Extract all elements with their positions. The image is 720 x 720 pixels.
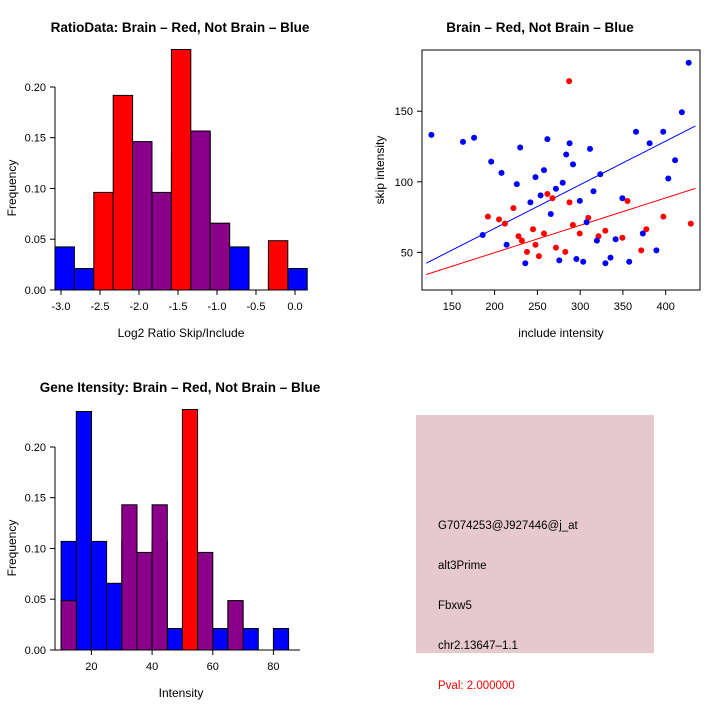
- scatter-svg: [360, 0, 720, 360]
- panel-intensity-histogram-title: Gene Itensity: Brain – Red, Not Brain – Blue: [39, 380, 321, 395]
- svg-text:40: 40: [145, 661, 159, 673]
- svg-text:60: 60: [206, 661, 219, 673]
- intensity-histogram-xlabel: Intensity: [158, 686, 204, 700]
- scatter-ylabel: skip intensity: [373, 135, 387, 205]
- ratio-histogram-ytick-labels: [25, 82, 46, 297]
- intensity-histogram-bars: [61, 410, 289, 651]
- svg-text:0.15: 0.15: [24, 132, 46, 145]
- svg-text:-0.5: -0.5: [246, 301, 266, 313]
- intensity-histogram-ylabel: Frequency: [5, 519, 19, 577]
- scatter-ytick-labels: [395, 106, 413, 259]
- svg-text:200: 200: [485, 301, 504, 313]
- scatter-xtick-labels: [443, 301, 675, 313]
- svg-text:350: 350: [613, 301, 633, 313]
- svg-text:0.00: 0.00: [24, 285, 46, 297]
- svg-text:0.10: 0.10: [24, 183, 46, 196]
- intensity-histogram-xtick-labels: [85, 661, 279, 673]
- info-box: [416, 415, 654, 692]
- svg-text:80: 80: [267, 661, 280, 673]
- panel-scatter-title: Brain – Red, Not Brain – Blue: [446, 20, 634, 35]
- ratio-histogram-xlabel: Log2 Ratio Skip/Include: [117, 326, 245, 340]
- info-probe-id: G7074253@J927446@j_at: [438, 520, 578, 532]
- svg-text:0.0: 0.0: [287, 301, 303, 313]
- info-gene: Fbxw5: [438, 600, 472, 612]
- svg-text:100: 100: [394, 176, 413, 189]
- svg-text:300: 300: [571, 301, 590, 313]
- svg-text:0.05: 0.05: [24, 234, 46, 247]
- scatter-xlabel: include intensity: [518, 326, 604, 340]
- info-locus: chr2.13647–1.1: [438, 640, 518, 652]
- svg-text:0.00: 0.00: [24, 645, 46, 657]
- info-event-type: alt3Prime: [438, 560, 487, 572]
- info-pval: Pval: 2.000000: [438, 680, 515, 692]
- svg-text:50: 50: [400, 247, 413, 260]
- svg-text:-2.0: -2.0: [129, 301, 149, 313]
- svg-text:-3.0: -3.0: [51, 301, 71, 313]
- svg-text:0.20: 0.20: [24, 82, 46, 94]
- panel-ratio-histogram-title: RatioData: Brain – Red, Not Brain – Blue: [50, 20, 310, 35]
- svg-text:150: 150: [394, 106, 413, 119]
- svg-text:0.10: 0.10: [24, 543, 46, 556]
- svg-text:-1.0: -1.0: [207, 301, 227, 313]
- scatter-plot-box: [422, 50, 700, 290]
- scatter-points-not-brain: [428, 60, 691, 266]
- ratio-histogram-xtick-labels: [52, 301, 303, 313]
- ratio-histogram-svg: [0, 0, 360, 360]
- panel-ratio-histogram: [0, 0, 360, 360]
- intensity-histogram-ytick-labels: [25, 442, 46, 657]
- svg-text:-1.5: -1.5: [168, 301, 188, 313]
- svg-text:0.15: 0.15: [24, 492, 46, 505]
- panel-info: [360, 360, 720, 720]
- svg-text:-2.5: -2.5: [90, 301, 110, 313]
- ratio-histogram-ylabel: Frequency: [5, 159, 19, 217]
- scatter-points-brain: [485, 78, 694, 259]
- ratio-histogram-bars: [55, 50, 307, 291]
- svg-text:250: 250: [528, 301, 547, 313]
- panel-intensity-histogram: [0, 360, 360, 720]
- svg-text:0.05: 0.05: [24, 594, 46, 607]
- svg-text:150: 150: [442, 301, 462, 313]
- svg-text:0.20: 0.20: [24, 442, 46, 454]
- svg-text:20: 20: [85, 661, 98, 673]
- panel-scatter: [360, 0, 720, 360]
- svg-text:400: 400: [656, 301, 675, 313]
- intensity-histogram-svg: [0, 360, 360, 720]
